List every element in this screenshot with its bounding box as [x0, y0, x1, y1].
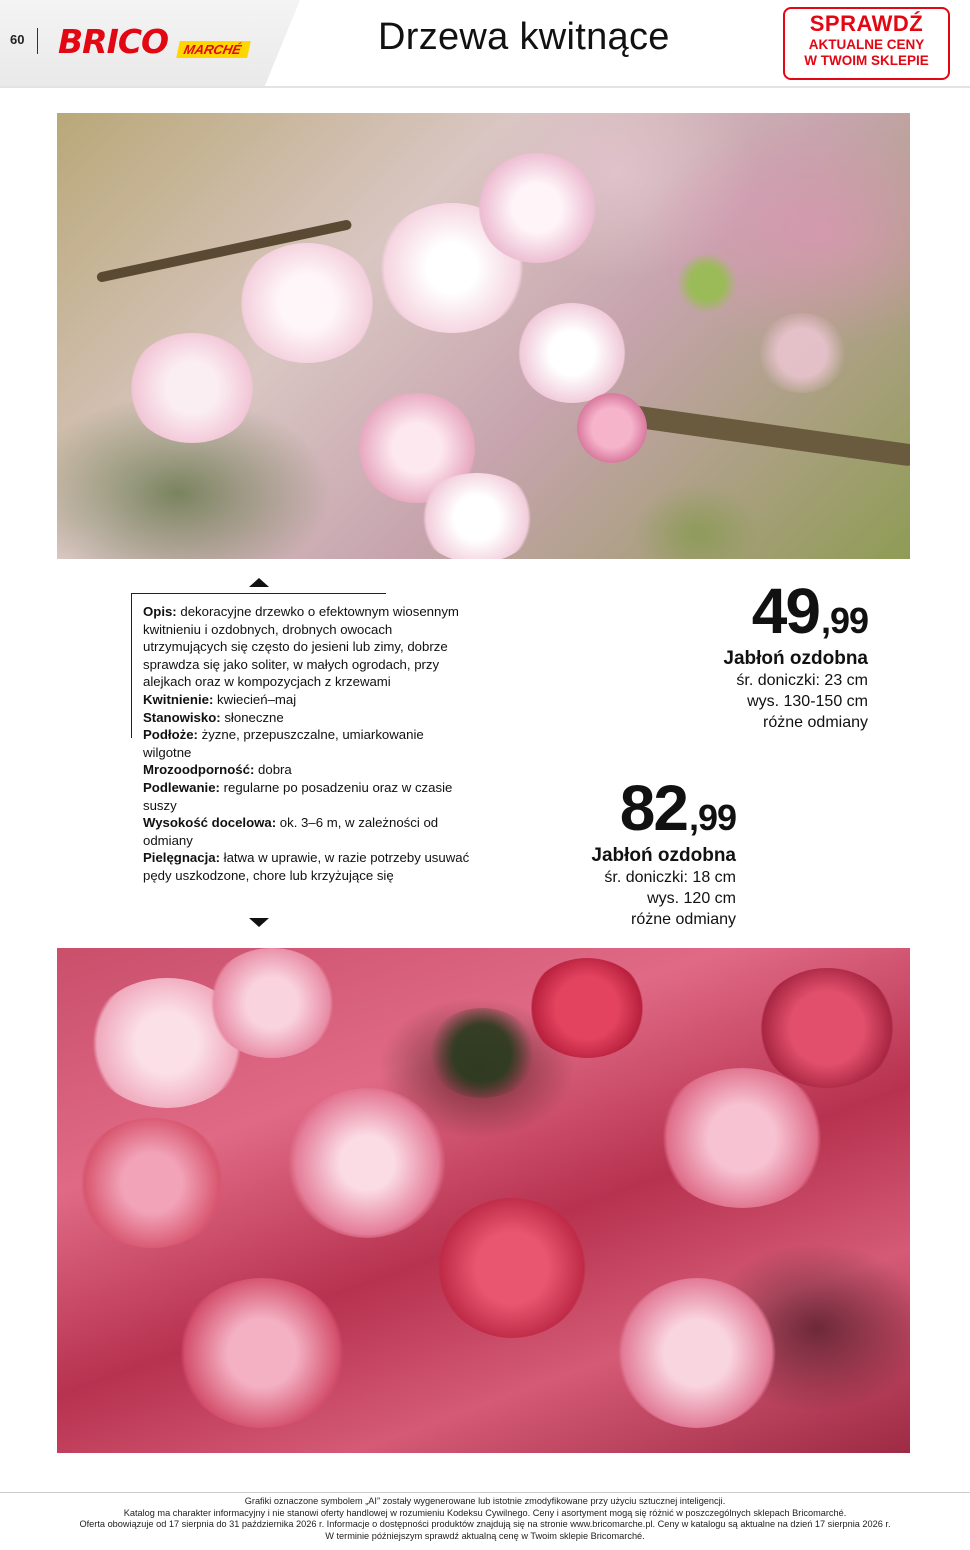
product-height: wys. 120 cm — [647, 890, 736, 907]
blossom-bud — [527, 958, 647, 1058]
product-description — [143, 603, 473, 885]
badge-line-1: SPRAWDŹ — [809, 11, 924, 36]
desc-podlewanie: Podlewanie: regularne po posadzeniu oraz w czasie suszy — [143, 779, 453, 813]
crabapple-blossom-photo — [57, 948, 910, 1453]
page-title: Drzewa kwitnące — [378, 16, 670, 58]
price-tag — [528, 772, 736, 844]
blossom — [237, 243, 377, 363]
description-frame-left — [131, 593, 132, 738]
desc-podloze: Podłoże: żyzne, przepuszczalne, umiarkowanie wilgotne — [143, 727, 424, 760]
product-offer-1 — [660, 575, 868, 733]
blossom — [617, 1278, 777, 1428]
price-cents: ,99 — [688, 797, 736, 838]
footer-line-1: Grafiki oznaczone symbolem „AI” zostały wygenerowane lub istotnie zmodyfikowane przy użyciu sztucznej inteligencji. — [244, 1496, 726, 1506]
blossom-bud — [757, 968, 897, 1088]
blossom — [127, 333, 257, 443]
legal-footer — [0, 1496, 970, 1542]
blossom — [757, 313, 847, 393]
price-cents: ,99 — [820, 600, 868, 641]
leaf — [677, 253, 737, 313]
leaf — [427, 1008, 537, 1098]
desc-opis: Opis: dekoracyjne drzewko o efektownym wiosennym kwitnieniu i ozdobnych, drobnych owocach utrzymujących się często do jesieni lub zimy, dobrze sprawdza się jako soliter, w małych ogrodach, przy alejkach oraz w kompozycjach z krzewami — [143, 604, 459, 690]
header-divider — [0, 86, 970, 88]
desc-mrozoodpornosc: Mrozoodporność: dobra — [143, 762, 292, 778]
check-prices-badge — [783, 7, 950, 80]
price-tag — [660, 575, 868, 647]
product-offer-2 — [528, 772, 736, 930]
desc-pielegnacja: Pielęgnacja: łatwa w uprawie, w razie potrzeby usuwać pędy uszkodzone, chore lub krzyżujące się — [143, 850, 470, 883]
footer-line-2: Katalog ma charakter informacyjny i nie stanowi oferty handlowej w rozumieniu Kodeksu Cywilnego. Ceny i asortyment mogą się różnić w poszczególnych sklepach Bricomarché. — [123, 1507, 847, 1518]
blossom — [657, 1068, 827, 1208]
product-pot-size: śr. doniczki: 23 cm — [736, 672, 868, 689]
product-pot-size: śr. doniczki: 18 cm — [604, 869, 736, 886]
blossom — [517, 303, 627, 403]
page-number: 60 — [10, 32, 25, 47]
blossom — [437, 1198, 587, 1338]
logo-marche-text: MARCHÉ — [176, 41, 251, 58]
blossom-bud — [577, 393, 647, 463]
blossom — [77, 1118, 227, 1248]
product-height: wys. 130-150 cm — [747, 693, 868, 710]
logo-brico-text: BRICO — [58, 22, 169, 61]
desc-stanowisko: Stanowisko: słoneczne — [143, 709, 284, 725]
scroll-down-arrow-icon — [249, 918, 269, 927]
product-variants: różne odmiany — [631, 911, 736, 928]
description-frame-top — [131, 593, 386, 594]
page-number-divider — [37, 28, 38, 54]
badge-line-2: AKTUALNE CENY — [808, 37, 925, 52]
footer-line-4: W terminie późniejszym sprawdź aktualną cenę w Twoim sklepie Bricomarché. — [325, 1530, 645, 1541]
blossom — [207, 948, 337, 1058]
bricomarche-logo[interactable] — [58, 22, 268, 62]
blossom — [287, 1088, 447, 1238]
badge-line-3: W TWOIM SKLEPIE — [804, 53, 929, 68]
blossom — [417, 473, 537, 559]
branch — [615, 403, 910, 467]
footer-line-3: Oferta obowiązuje od 17 sierpnia do 31 października 2026 r. Informacje o dostępności produktów znajdują się na stronie www.bricomarche.pl. Ceny w katalogu są aktualne na dzień 17 sierpnia 2026 r. — [79, 1519, 891, 1530]
product-variants: różne odmiany — [763, 714, 868, 731]
price-main: 49 — [751, 575, 819, 647]
footer-divider — [0, 1492, 970, 1493]
product-name: Jabłoń ozdobna — [591, 845, 736, 866]
blossom — [477, 153, 597, 263]
desc-kwitnienie: Kwitnienie: kwiecień–maj — [143, 691, 297, 707]
scroll-up-arrow-icon — [249, 578, 269, 587]
product-name: Jabłoń ozdobna — [723, 648, 868, 669]
blossom — [177, 1278, 347, 1428]
desc-wysokosc: Wysokość docelowa: ok. 3–6 m, w zależności od odmiany — [143, 815, 439, 848]
page-header — [0, 0, 970, 88]
apple-blossom-photo — [57, 113, 910, 559]
price-main: 82 — [619, 772, 687, 844]
